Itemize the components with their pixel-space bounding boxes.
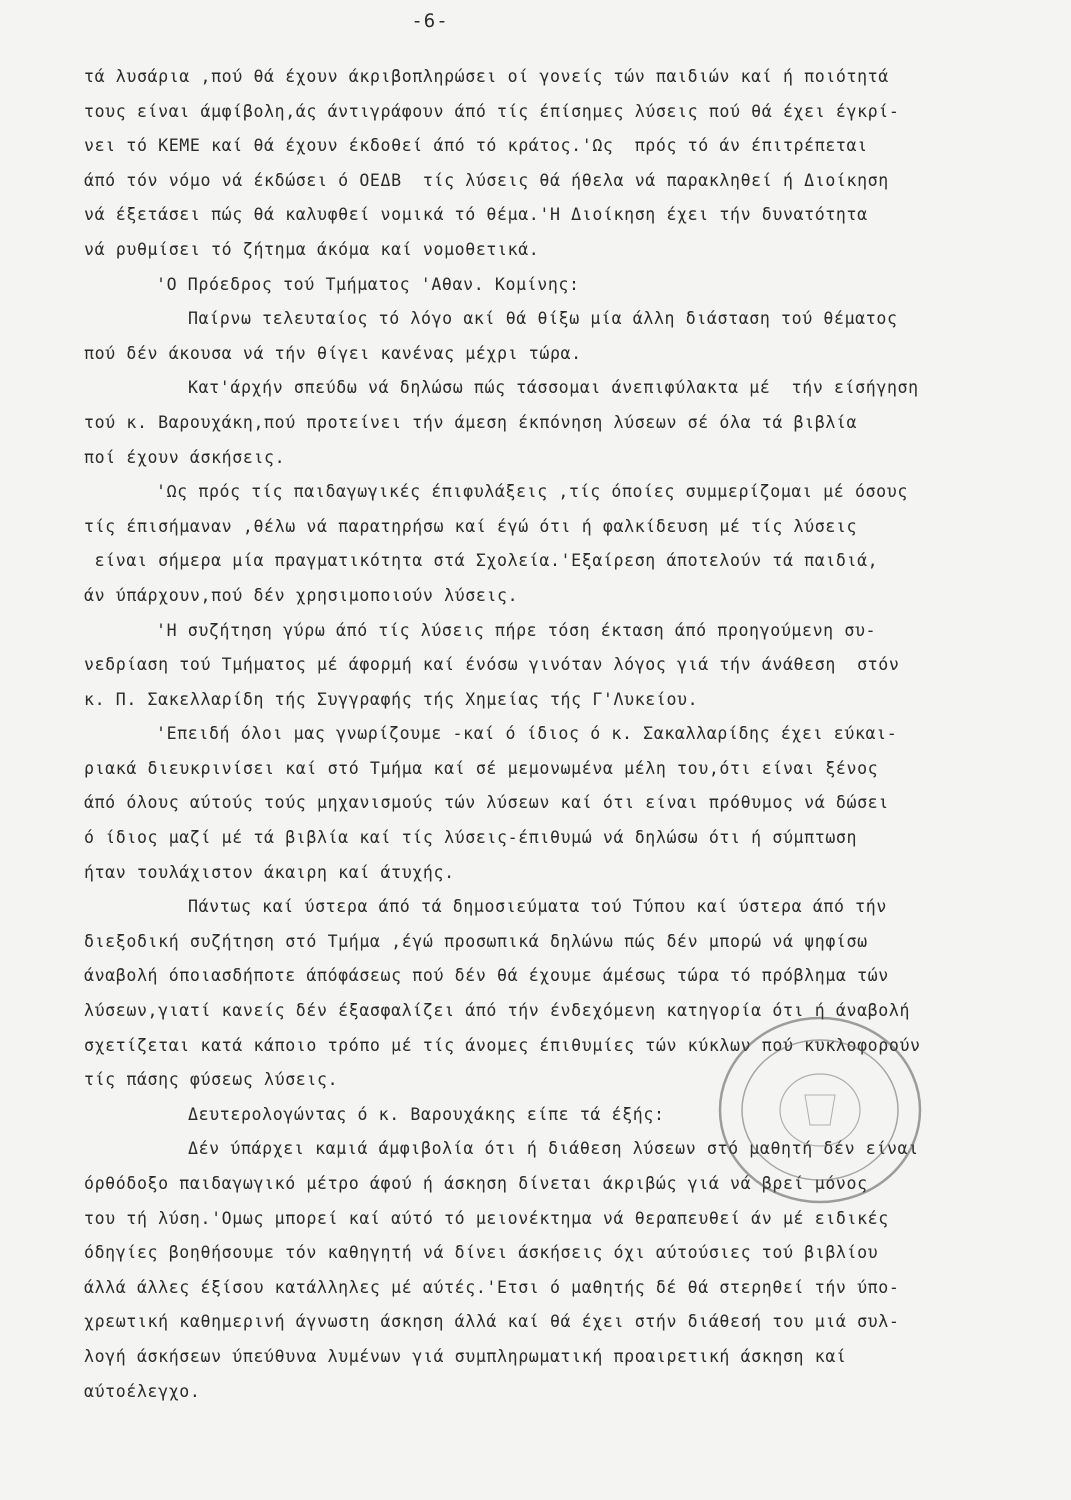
text-line: Παίρνω τελευταίος τό λόγο ακί θά θίξω μία άλλη διάσταση τού θέματος <box>188 309 898 329</box>
text-line: σχετίζεται κατά κάποιο τρόπο μέ τίς άνομες έπιθυμίες τών κύκλων πού κυκλοφορούν <box>84 1035 921 1055</box>
text-line: διεξοδική συζήτηση στό Τμήμα ,έγώ προσωπικά δηλώνω πώς δέν μπορώ νά ψηφίσω <box>84 931 868 951</box>
text-line: άπό όλους αύτούς τούς μηχανισμούς τών λύσεων καί ότι είναι πρόθυμος νά δώσει <box>84 793 889 813</box>
text-line: Δευτερολογώντας ό κ. Βαρουχάκης είπε τά έξής: <box>188 1104 665 1124</box>
text-line: άν ύπάρχουν,πού δέν χρησιμοποιούν λύσεις. <box>84 585 519 605</box>
text-line: άναβολή όποιασδήποτε άπόφάσεως πού δέν θά έχουμε άμέσως τώρα τό πρόβλημα τών <box>84 966 889 986</box>
text-line: ήταν τουλάχιστον άκαιρη καί άτυχής. <box>84 862 455 882</box>
text-line: τίς έπισήμαναν ,θέλω νά παρατηρήσω καί έγώ ότι ή φαλκίδευση μέ τίς λύσεις <box>84 516 858 536</box>
text-line: 'Ο Πρόεδρος τού Τμήματος 'Αθαν. Κομίνης: <box>156 274 580 294</box>
text-line: είναι σήμερα μία πραγματικότητα στά Σχολεία.'Εξαίρεση άποτελούν τά παιδιά, <box>84 551 879 571</box>
text-line: τά λυσάρια ,πού θά έχουν άκριβοπληρώσει οί γονείς τών παιδιών καί ή ποιότητά <box>84 67 889 86</box>
text-line: όδηγίες βοηθήσουμε τόν καθηγητή νά δίνει άσκήσεις όχι αύτούσιες τού βιβλίου <box>84 1243 879 1263</box>
text-line: νά ρυθμίσει τό ζήτημα άκόμα καί νομοθετικά. <box>84 239 540 259</box>
text-line: χρεωτική καθημερινή άγνωστη άσκηση άλλά καί θά έχει στήν διάθεσή του μιά συλ- <box>84 1312 900 1332</box>
text-line: τους είναι άμφίβολη,άς άντιγράφουν άπό τίς έπίσημες λύσεις πού θά έχει έγκρί- <box>84 101 900 121</box>
text-line: άπό τόν νόμο νά έκδώσει ό ΟΕΔΒ τίς λύσεις θά ήθελα νά παρακληθεί ή Διοίκηση <box>84 170 889 190</box>
page-number: -6- <box>411 10 449 32</box>
text-line: τίς πάσης φύσεως λύσεις. <box>84 1070 339 1090</box>
text-line: λογή άσκήσεων ύπεύθυνα λυμένων γιά συμπληρωματική προαιρετική άσκηση καί <box>84 1346 847 1366</box>
archive-stamp <box>710 1010 930 1210</box>
text-line: τού κ. Βαρουχάκη,πού προτείνει τήν άμεση έκπόνηση λύσεων σέ όλα τά βιβλία <box>84 412 858 432</box>
text-line: νει τό ΚΕΜΕ καί θά έχουν έκδοθεί άπό τό κράτος.'Ως πρός τό άν έπιτρέπεται <box>84 136 868 156</box>
text-line: όρθόδοξο παιδαγωγικό μέτρο άφού ή άσκηση δίνεται άκριβώς γιά νά βρεί μόνος <box>84 1174 868 1193</box>
text-line: 'Η συζήτηση γύρω άπό τίς λύσεις πήρε τόση έκταση άπό προηγούμενη συ- <box>156 620 877 640</box>
text-line: νεδρίαση τού Τμήματος μέ άφορμή καί ένόσω γινόταν λόγος γιά τήν άνάθεση στόν <box>84 655 900 675</box>
text-line: Πάντως καί ύστερα άπό τά δημοσιεύματα τού Τύπου καί ύστερα άπό τήν <box>188 897 887 917</box>
text-line: 'Ως πρός τίς παιδαγωγικές έπιφυλάξεις ,τίς όποίες συμμερίζομαι μέ όσους <box>156 482 908 502</box>
text-line: αύτοέλεγχο. <box>84 1381 201 1401</box>
text-line: λύσεων,γιατί κανείς δέν έξασφαλίζει άπό τήν ένδεχόμενη κατηγορία ότι ή άναβολή <box>84 1001 911 1021</box>
text-line: Κατ'άρχήν σπεύδω νά δηλώσω πώς τάσσομαι άνεπιφύλακτα μέ τήν είσήγηση <box>188 378 919 398</box>
text-line: ποί έχουν άσκήσεις. <box>84 447 286 467</box>
text-line: 'Επειδή όλοι μας γνωρίζουμε -καί ό ίδιος ό κ. Σακαλλαρίδης έχει εύκαι- <box>156 724 898 744</box>
text-line: άλλά άλλες έξίσου κατάλληλες μέ αύτές.'Ετσι ό μαθητής δέ θά στερηθεί τήν ύπο- <box>84 1277 900 1297</box>
text-line: του τή λύση.'Ομως μπορεί καί αύτό τό μειονέκτημα νά θεραπευθεί άν μέ ειδικές <box>84 1208 889 1228</box>
text-line: Δέν ύπάρχει καμιά άμφιβολία ότι ή διάθεση λύσεων στό μαθητή δέν είναι <box>188 1139 919 1159</box>
text-line: κ. Π. Σακελλαρίδη τής Συγγραφής τής Χημείας τής Γ'Λυκείου. <box>84 689 699 709</box>
text-line: νά έξετάσει πώς θά καλυφθεί νομικά τό θέμα.'Η Διοίκηση έχει τήν δυνατότητα <box>84 205 868 225</box>
text-line: ριακά διευκρινίσει καί στό Τμήμα καί σέ μεμονωμένα μέλη του,ότι είναι ξένος <box>84 758 879 778</box>
text-line: πού δέν άκουσα νά τήν θίγει κανένας μέχρι τώρα. <box>84 343 582 363</box>
text-line: ό ίδιος μαζί μέ τά βιβλία καί τίς λύσεις-έπιθυμώ νά δηλώσω ότι ή σύμπτωση <box>84 828 858 848</box>
